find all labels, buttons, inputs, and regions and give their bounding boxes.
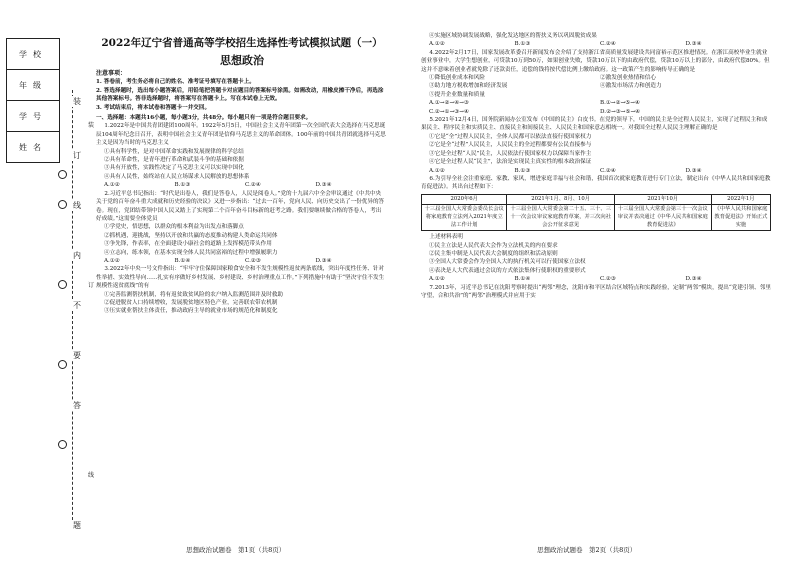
q4-choice-a[interactable]: A.①→②→④→③ bbox=[429, 100, 469, 107]
q3-choice-a[interactable]: A.①② bbox=[429, 41, 445, 48]
q5-option: ①它是“全”过程人民民主，全体人民都可以依法直接行使国家权力 bbox=[429, 133, 592, 140]
binding-hole bbox=[58, 440, 67, 449]
binding-hole bbox=[58, 200, 67, 209]
q6-option: ③全国人大常委会作为全国人大的执行机关可以行使国家立法权 bbox=[429, 259, 586, 266]
q5-stem: 5.2021年12月4日，国务院新闻办公室发布《中国的民主》白皮书。在党的领导下，中国的民主是全过程人民民主，实现了过程民主和成果民主、程序民主和实质民主、直接民主和间接民主、人民民主和国家意志相统一。对我国全过程人民民主理解正确的是 bbox=[421, 117, 768, 132]
q3-choice-c[interactable]: C.②④ bbox=[600, 41, 616, 48]
cut-word: 订 bbox=[73, 151, 81, 160]
q2-stem: 2.习近平总书记指出：“时代是出卷人，我们是答卷人，人民是阅卷人。”党的十九届六中全会审议通过《中共中央关于党的百年奋斗重大成就和历史经验的决议》又进一步指出：“过去一百年，党向人民、向历史交出了一份优异的答卷。现在，党团结带领中国人民又踏上了实现第二个百年奋斗目标新的赶考之路。我们要继续做合格的答卷人，考出好成绩。”这需要全体党员 bbox=[96, 190, 385, 222]
cut-word: 不 bbox=[73, 301, 81, 310]
q1-option: ①具有科学性，是对中国革命实践和发展规律的科学总结 bbox=[104, 148, 244, 155]
table-header: 2021年10月 bbox=[614, 194, 711, 205]
q1-option: ③具有开放性，实践性决定了马克思主义可以实现中国化 bbox=[104, 165, 244, 172]
q3-option: ①完善监测帮扶机制，将有返贫致贫风险的农户纳入监测范围并及时救助 bbox=[104, 291, 284, 298]
q1-choice-c[interactable]: C.②④ bbox=[245, 182, 261, 189]
right-content bbox=[421, 32, 771, 300]
q2-choice-c[interactable]: C.②③ bbox=[245, 257, 261, 264]
q4-option-row bbox=[421, 82, 771, 90]
q3-option: ②促进脱贫人口持续增收，发展脱贫地区特色产业，完善联农带农机制 bbox=[104, 299, 278, 306]
q4-stem: 4.2022年2月17日，国家发展改革委召开新闻发布会介绍了支持浙江省高质量发展建设共同富裕示范区推进情况。在浙江高校毕业生就业创业事业中，大学生想创业，可贷款10万到50万，如果创业失败，贷款10万以下的由政府代偿，贷款10万以上的部分，由政府代偿80%。但这并不意味着创业者就免除了还款责任，追偿的钱将按代偿比例上缴给政府。这一政策产生的影响传导正确的是 bbox=[421, 49, 770, 73]
q5-option: ②它是全“过程”人民民主，人民民主的全过程都要有公民直接参与 bbox=[429, 142, 592, 149]
q5-option: ③它是全过程“人民”民主，人民依法行使国家权力以保障当家作主 bbox=[429, 150, 592, 157]
q4-choices bbox=[421, 108, 771, 116]
q4-choice-c[interactable]: C.②→①→③→④ bbox=[429, 108, 469, 115]
table-cell: 《中华人民共和国家庭教育促进法》开始正式实施 bbox=[711, 205, 770, 231]
cut-word: 线 bbox=[73, 201, 81, 210]
q6-option: ④表决是人大代表通过会议的方式依法集体行使职权的重要形式 bbox=[429, 267, 586, 274]
q5-choice-a[interactable]: A.①② bbox=[429, 167, 445, 174]
q2-option: ③争先锋，作表率，在全面建设小康社会的道路上发挥模范带头作用 bbox=[104, 241, 272, 248]
binding-hole bbox=[58, 360, 67, 369]
page-footer-left: 思想政治试题卷 第1页（共8页） bbox=[186, 546, 286, 554]
cut-word: 题 bbox=[73, 521, 81, 530]
exam-subject: 思想政治 bbox=[220, 54, 264, 67]
notice-heading: 注意事项： bbox=[96, 70, 127, 77]
q4-option-row bbox=[421, 74, 771, 82]
q4-option: ⑤提升企业数量和质量 bbox=[429, 91, 485, 98]
q7-stem: 7.2013年，习近平总书记在沈阳考察时提出“两邻”理念，沈阳市和平区结合区域特点和实践经验，定制“两邻”模块，提出“党建引领、邻里守望，合和共治”的“两邻”治理模式并应用于实 bbox=[421, 284, 771, 299]
table-header: 2020年6月 bbox=[422, 194, 507, 205]
notice-item: 3. 考试结束后，将本试卷和答题卡一并交回。 bbox=[96, 104, 211, 111]
q4-choice-b[interactable]: B.①→②→⑤→④ bbox=[600, 100, 641, 107]
notice-item: 2. 答选择题时，选出每小题答案后，用铅笔把答题卡对应题目的答案标号涂黑。如需改动，用橡皮擦干净后，再选涂其他答案标号。答非选择题时，将答案写在答题卡上。写在本试卷上无效。 bbox=[96, 87, 384, 103]
info-grade[interactable]: 年级 bbox=[7, 70, 59, 101]
q3-stem: 3.2022年中央一号文件指出：“牢牢守住保障国家粮食安全和不发生规模性返贫两条底线，突出年度性任务、针对性举措、实效性导向……扎实有序做好乡村发展、乡村建设、乡村治理重点工作。”下列措施中有助于“坚决守住不发生规模性返贫底线”的有 bbox=[96, 266, 385, 290]
q5-choice-b[interactable]: B.①③ bbox=[514, 167, 531, 174]
q4-option: ③助力地方税收增加和经济发展 bbox=[429, 83, 508, 90]
q6-choices bbox=[421, 275, 771, 283]
table-header: 2022年1月 bbox=[711, 194, 770, 205]
cut-edge-word: 装 bbox=[87, 122, 94, 129]
cut-word: 内 bbox=[73, 251, 81, 260]
info-school[interactable]: 学校 bbox=[7, 39, 59, 70]
q4-option: ④激发市场活力和创造力 bbox=[600, 83, 662, 90]
q2-option: ①学党史，悟思想，以群众的根本利益为出发点和落脚点 bbox=[104, 224, 244, 231]
q2-choices bbox=[96, 257, 386, 265]
page-footer-right: 思想政治试题卷 第2页（共8页） bbox=[537, 546, 637, 554]
binding-strip bbox=[0, 0, 92, 562]
q6-choice-a[interactable]: A.①② bbox=[429, 276, 445, 283]
q1-choice-b[interactable]: B.①③ bbox=[174, 182, 191, 189]
cut-edge-word: 线 bbox=[87, 472, 94, 479]
q3-option: ④实施区域协调发展战略，强化发达地区的帮扶义务以巩固脱贫成果 bbox=[429, 33, 597, 39]
q6-option: ①民主立法是人民代表大会作为立法机关的内在要求 bbox=[429, 242, 558, 249]
q5-choices bbox=[421, 167, 771, 175]
binding-hole bbox=[58, 280, 67, 289]
q6-stem: 6.为引导全社会注重家庭、家教、家风，增进家庭幸福与社会和谐，我国首次就家庭教育进行专门立法，制定出台《中华人民共和国家庭教育促进法》。其出台过程如下： bbox=[421, 175, 771, 191]
table-cell: 十三届全国人大常委会第三十一次会议审议并表决通过《中华人民共和国家庭教育促进法》 bbox=[614, 205, 711, 231]
q6-option: ②民主集中制是人民代表大会制度的组织和活动原则 bbox=[429, 250, 558, 257]
q4-choices bbox=[421, 99, 771, 107]
q3-choice-b[interactable]: B.①③ bbox=[514, 41, 531, 48]
cut-edge-word: 订 bbox=[87, 282, 94, 289]
page-2 bbox=[397, 0, 794, 562]
q3-choice-d[interactable]: D.③④ bbox=[685, 41, 702, 48]
q3-option: ③压实就业帮扶主体责任，推动政府主导的就业市场的规范化和制度化 bbox=[104, 308, 278, 315]
q2-choice-a[interactable]: A.①② bbox=[104, 257, 120, 264]
q2-choice-d[interactable]: D.③④ bbox=[315, 257, 332, 264]
q2-option: ②抓机遇，迎挑战，坚持以开放和共赢的态度推动构建人类命运共同体 bbox=[104, 232, 278, 239]
q6-choice-d[interactable]: D.③④ bbox=[685, 276, 702, 283]
q1-option: ④具有人民性，始终站在人民立场谋求人民解放的思想体系 bbox=[104, 173, 250, 180]
q5-option: ④它是全过程人民“民主”，法治是实现民主真实性的根本政治保证 bbox=[429, 159, 592, 166]
table-cell: 十三届全国人大常委会第二十五、三十、三十一次会议审议家庭教育草案，并三次向社会公开征求意见 bbox=[507, 205, 614, 231]
q1-choices bbox=[96, 181, 386, 189]
q1-choice-a[interactable]: A.①② bbox=[104, 182, 120, 189]
q6-choice-c[interactable]: C.②③ bbox=[600, 276, 616, 283]
left-content bbox=[96, 70, 386, 316]
q1-option: ②具有革命性，是青年进行革命和武装斗争的基础和依据 bbox=[104, 157, 244, 164]
info-name[interactable]: 姓名 bbox=[19, 142, 47, 152]
q5-choice-d[interactable]: D.③④ bbox=[685, 167, 702, 174]
q5-choice-c[interactable]: C.②④ bbox=[600, 167, 616, 174]
q1-stem: 1.2022年是中国共青团建团100周年。1922年5月5日，中国社会主义青年团第一次全国代表大会选择在马克思诞辰104周年纪念日召开，表明中国社会主义青年团是信仰马克思主义的革命团体。100年前的中国共青团就选择马克思主义是因为当时的马克思主义 bbox=[96, 123, 386, 147]
section-heading: 一、选择题：本题共16小题，每小题3分，共48分。每小题只有一项是符合题目要求。 bbox=[96, 115, 312, 122]
cut-word: 要 bbox=[73, 351, 81, 360]
q2-choice-b[interactable]: B.①④ bbox=[174, 257, 191, 264]
notice-item: 1. 答卷前，考生务必将自己的姓名、准考证号填写在答题卡上。 bbox=[96, 79, 255, 86]
q6-choice-b[interactable]: B.①④ bbox=[514, 276, 531, 283]
q6-timeline-table bbox=[421, 194, 771, 231]
table-cell: 十三届全国人大常委会委员长会议将家庭教育立法列入2021年度立法工作计划 bbox=[422, 205, 507, 231]
binding-hole bbox=[58, 170, 67, 179]
q6-lead: 上述材料表明 bbox=[429, 234, 463, 241]
table-header: 2021年1月、8月、10月 bbox=[507, 194, 614, 205]
cut-word: 答 bbox=[73, 401, 81, 410]
q4-option: ②激发创业热情和信心 bbox=[600, 75, 656, 82]
info-student-id[interactable]: 学号 bbox=[7, 101, 59, 132]
q2-option: ④立志向，练本领，在基本实现全体人民共同富裕的过程中增强履职力 bbox=[104, 249, 278, 256]
exam-title: 2022年辽宁省普通高等学校招生选择性考试模拟试题（一） bbox=[101, 37, 383, 49]
cut-word: 装 bbox=[73, 97, 81, 106]
student-info-box bbox=[6, 38, 60, 163]
q4-option: ①降低创业成本和风险 bbox=[429, 75, 485, 82]
q4-choice-d[interactable]: D.②→③→⑤→④ bbox=[600, 108, 641, 115]
q3-choices bbox=[421, 40, 771, 48]
q1-choice-d[interactable]: D.③④ bbox=[315, 182, 332, 189]
